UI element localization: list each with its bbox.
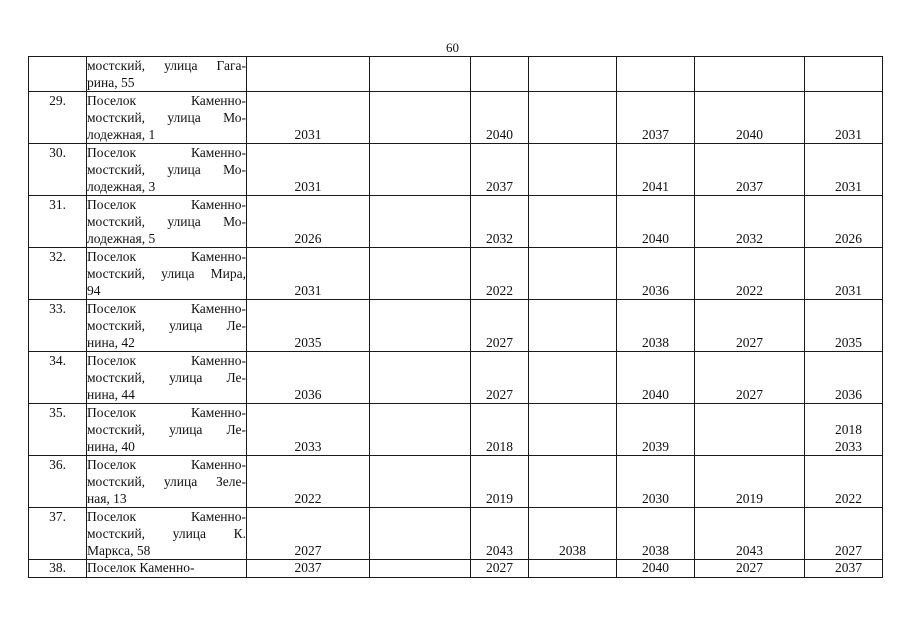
value-cell: 2038: [617, 508, 695, 560]
row-number: 30.: [29, 144, 87, 196]
row-number: 34.: [29, 352, 87, 404]
value-line: 2018: [835, 422, 862, 437]
value-cell: 2038: [529, 508, 617, 560]
address-cell: [87, 92, 247, 144]
row-number: 29.: [29, 92, 87, 144]
value-cell: [805, 57, 883, 92]
value-cell: 2036: [805, 352, 883, 404]
value-cell: [529, 144, 617, 196]
value-cell: 2043: [471, 508, 529, 560]
table-row: [29, 196, 883, 248]
address-line: Поселок Каменно-: [87, 249, 246, 264]
value-cell: 2031: [805, 92, 883, 144]
value-cell: 2032: [695, 196, 805, 248]
address-line: Поселок Каменно-: [87, 405, 246, 420]
table-row: [29, 352, 883, 404]
value-cell: [471, 57, 529, 92]
value-cell: [529, 57, 617, 92]
value-cell: [370, 560, 471, 578]
address-line: мостский, улица Мо-: [87, 214, 246, 229]
value-cell: 2027: [471, 300, 529, 352]
row-number: 32.: [29, 248, 87, 300]
value-cell: 2027: [695, 300, 805, 352]
value-cell: 2030: [617, 456, 695, 508]
address-line: мостский, улица Зеле-: [87, 474, 246, 489]
value-cell: 2041: [617, 144, 695, 196]
value-cell: 2022: [247, 456, 370, 508]
value-cell: 2035: [247, 300, 370, 352]
address-cell: [87, 196, 247, 248]
row-number: [29, 57, 87, 92]
value-cell: [529, 404, 617, 456]
address-line: мостский, улица Ле-: [87, 370, 246, 385]
value-cell: 2026: [805, 196, 883, 248]
value-cell: 2027: [247, 508, 370, 560]
value-cell: 2040: [617, 560, 695, 578]
value-cell: 2036: [617, 248, 695, 300]
address-line: нина, 42: [87, 335, 135, 350]
address-cell: [87, 352, 247, 404]
value-cell: [247, 57, 370, 92]
address-line: Поселок Каменно-: [87, 301, 246, 316]
table-row: [29, 456, 883, 508]
value-cell: [370, 248, 471, 300]
value-cell: 2039: [617, 404, 695, 456]
table-row: [29, 300, 883, 352]
value-cell: [529, 456, 617, 508]
address-line: мостский, улица Мо-: [87, 162, 246, 177]
value-cell: 2019: [471, 456, 529, 508]
value-cell: 2040: [471, 92, 529, 144]
address-cell: [87, 248, 247, 300]
address-line: нина, 40: [87, 439, 135, 454]
value-cell: 2027: [805, 508, 883, 560]
address-cell: [87, 144, 247, 196]
address-line: лодежная, 1: [87, 127, 156, 142]
address-line: Поселок Каменно-: [87, 509, 246, 524]
address-line: мостский, улица Ле-: [87, 318, 246, 333]
address-cell: [87, 300, 247, 352]
address-line: Поселок Каменно-: [87, 560, 195, 575]
address-line: Поселок Каменно-: [87, 457, 246, 472]
value-cell: [695, 404, 805, 456]
value-cell: [695, 57, 805, 92]
table-row: [29, 404, 883, 456]
value-cell: 2026: [247, 196, 370, 248]
address-line: нина, 44: [87, 387, 135, 402]
value-cell: [805, 404, 883, 456]
value-cell: 2031: [247, 92, 370, 144]
value-cell: [529, 300, 617, 352]
address-cell: [87, 57, 247, 92]
address-line: мостский, улица Мо-: [87, 110, 246, 125]
address-line: ная, 13: [87, 491, 127, 506]
value-cell: [529, 92, 617, 144]
value-line: 2033: [835, 439, 862, 454]
value-cell: 2027: [695, 560, 805, 578]
address-cell: [87, 560, 247, 578]
value-cell: [370, 57, 471, 92]
address-line: мостский, улица К.: [87, 526, 246, 541]
address-line: мостский, улица Гага-: [87, 58, 246, 73]
table-row: [29, 144, 883, 196]
value-cell: 2031: [247, 248, 370, 300]
value-cell: 2037: [695, 144, 805, 196]
value-cell: 2018: [471, 404, 529, 456]
row-number: 33.: [29, 300, 87, 352]
address-line: Поселок Каменно-: [87, 145, 246, 160]
table-row: [29, 92, 883, 144]
value-cell: 2032: [471, 196, 529, 248]
value-cell: 2022: [805, 456, 883, 508]
data-table: [28, 56, 883, 578]
value-cell: 2037: [805, 560, 883, 578]
value-cell: [529, 560, 617, 578]
value-cell: 2040: [617, 196, 695, 248]
value-cell: [370, 404, 471, 456]
value-cell: [370, 456, 471, 508]
value-cell: 2022: [695, 248, 805, 300]
value-cell: 2022: [471, 248, 529, 300]
address-line: мостский, улица Ле-: [87, 422, 246, 437]
table-body: [29, 57, 883, 578]
address-line: лодежная, 3: [87, 179, 156, 194]
value-cell: [529, 248, 617, 300]
value-cell: 2040: [695, 92, 805, 144]
value-cell: 2037: [617, 92, 695, 144]
value-cell: 2036: [247, 352, 370, 404]
value-cell: 2037: [471, 144, 529, 196]
value-cell: 2031: [805, 248, 883, 300]
value-cell: 2031: [805, 144, 883, 196]
value-cell: [370, 92, 471, 144]
address-line: лодежная, 5: [87, 231, 156, 246]
value-cell: [370, 508, 471, 560]
address-cell: [87, 508, 247, 560]
value-cell: [370, 300, 471, 352]
value-cell: [617, 57, 695, 92]
row-number: 35.: [29, 404, 87, 456]
value-cell: [529, 196, 617, 248]
value-cell: 2027: [471, 560, 529, 578]
address-cell: [87, 456, 247, 508]
value-cell: 2040: [617, 352, 695, 404]
value-cell: 2038: [617, 300, 695, 352]
table-row: [29, 248, 883, 300]
page-number: 60: [446, 40, 459, 55]
address-line: Маркса, 58: [87, 543, 151, 558]
address-line: 94: [87, 283, 101, 298]
table-row: [29, 560, 883, 578]
row-number: 36.: [29, 456, 87, 508]
address-cell: [87, 404, 247, 456]
value-cell: 2027: [471, 352, 529, 404]
row-number: 31.: [29, 196, 87, 248]
address-line: Поселок Каменно-: [87, 93, 246, 108]
value-cell: 2037: [247, 560, 370, 578]
value-cell: [529, 352, 617, 404]
value-cell: [370, 352, 471, 404]
row-number: 38.: [29, 560, 87, 578]
table-row: [29, 508, 883, 560]
address-line: мостский, улица Мира,: [87, 266, 246, 281]
value-cell: 2027: [695, 352, 805, 404]
address-line: Поселок Каменно-: [87, 353, 246, 368]
value-cell: [370, 144, 471, 196]
table-row: [29, 57, 883, 92]
value-cell: 2043: [695, 508, 805, 560]
value-cell: 2035: [805, 300, 883, 352]
value-cell: [370, 196, 471, 248]
address-line: рина, 55: [87, 75, 135, 90]
value-cell: 2031: [247, 144, 370, 196]
value-cell: 2019: [695, 456, 805, 508]
value-cell: 2033: [247, 404, 370, 456]
address-line: Поселок Каменно-: [87, 197, 246, 212]
row-number: 37.: [29, 508, 87, 560]
